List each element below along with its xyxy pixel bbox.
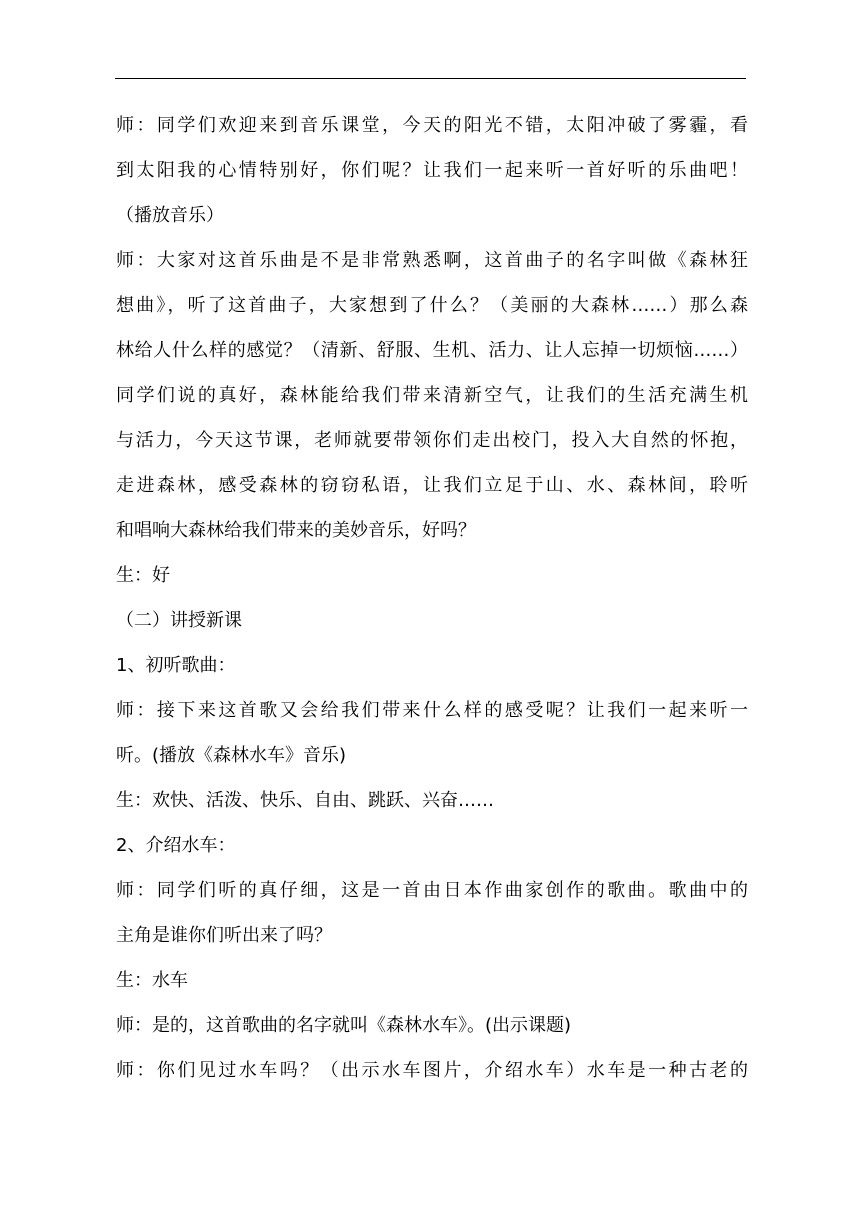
document-body — [116, 103, 748, 1093]
text-line: 师：同学们听的真仔细，这是一首由日本作曲家创作的歌曲。歌曲中的 — [116, 880, 748, 901]
text-line: 生：欢快、活泼、快乐、自由、跳跃、兴奋…… — [116, 790, 494, 811]
text-line: 林给人什么样的感觉？（清新、舒服、生机、活力、让人忘掉一切烦恼……） — [116, 340, 748, 361]
subsection-heading: 1、初听歌曲： — [116, 655, 236, 676]
text-line: 走进森林，感受森林的窃窃私语，让我们立足于山、水、森林间，聆听 — [116, 475, 748, 496]
text-line: 师：同学们欢迎来到音乐课堂，今天的阳光不错，太阳冲破了雾霾，看 — [116, 115, 748, 136]
text-line: 和唱响大森林给我们带来的美妙音乐，好吗？ — [116, 520, 476, 541]
text-line: 师：大家对这首乐曲是不是非常熟悉啊，这首曲子的名字叫做《森林狂 — [116, 250, 748, 271]
text-line: 师：接下来这首歌又会给我们带来什么样的感受呢？让我们一起来听一 — [116, 700, 748, 721]
text-line: 师：是的，这首歌曲的名字就叫《森林水车》。(出示课题) — [116, 1015, 572, 1036]
text-line: 生：水车 — [116, 970, 188, 991]
text-line: 生：好 — [116, 565, 170, 586]
text-line: 想曲》，听了这首曲子，大家想到了什么？（美丽的大森林……）那么森 — [116, 295, 748, 316]
text-line: 听。(播放《森林水车》音乐) — [116, 745, 347, 766]
text-line: 同学们说的真好，森林能给我们带来清新空气，让我们的生活充满生机 — [116, 385, 748, 406]
text-line: 师：你们见过水车吗？（出示水车图片，介绍水车）水车是一种古老的 — [116, 1060, 748, 1081]
text-line: （播放音乐） — [116, 205, 224, 226]
section-heading: （二）讲授新课 — [116, 610, 242, 631]
text-line: 与活力，今天这节课，老师就要带领你们走出校门，投入大自然的怀抱， — [116, 430, 748, 451]
text-line: 主角是谁你们听出来了吗？ — [116, 925, 332, 946]
header-rule — [115, 78, 746, 79]
text-line: 到太阳我的心情特别好，你们呢？让我们一起来听一首好听的乐曲吧！ — [116, 160, 748, 181]
subsection-heading: 2、介绍水车： — [116, 835, 236, 856]
